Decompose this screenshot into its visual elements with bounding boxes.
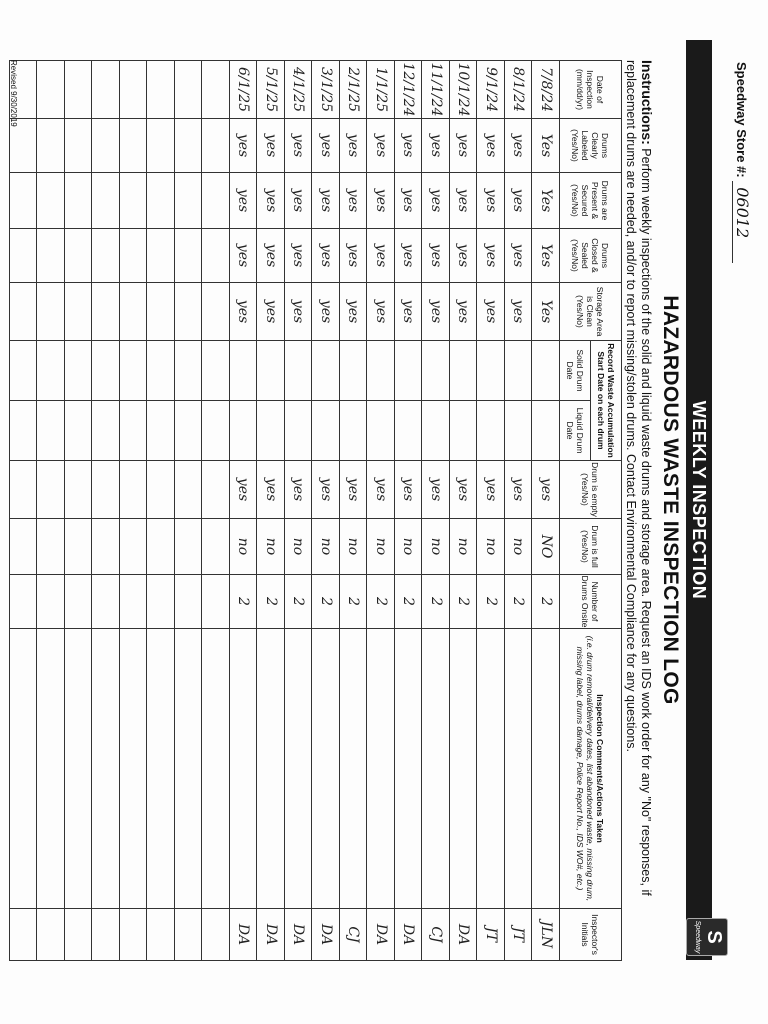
cell-sealed — [10, 229, 38, 283]
cell-clean: yes — [312, 283, 340, 341]
cell-liquid-date — [257, 401, 285, 461]
cell-liquid-date — [65, 401, 93, 461]
cell-sealed: yes — [285, 229, 313, 283]
col-sealed: Drums Closed & Sealed (Yes/No) — [560, 229, 622, 283]
cell-labeled — [65, 119, 93, 173]
cell-sealed: yes — [312, 229, 340, 283]
table-row — [92, 61, 120, 961]
cell-comments — [532, 629, 560, 909]
cell-solid-date — [92, 341, 120, 401]
table-row — [312, 61, 340, 961]
cell-solid-date — [202, 341, 230, 401]
cell-comments — [505, 629, 533, 909]
cell-secured: yes — [340, 173, 368, 229]
cell-date: 11/1/24 — [422, 61, 450, 119]
cell-liquid-date — [37, 401, 65, 461]
cell-clean: yes — [450, 283, 478, 341]
cell-liquid-date — [340, 401, 368, 461]
cell-comments — [10, 629, 38, 909]
table-row — [147, 61, 175, 961]
table-row — [505, 61, 533, 961]
table-row — [65, 61, 93, 961]
cell-count — [92, 575, 120, 629]
instructions — [623, 60, 654, 940]
cell-initials — [175, 909, 203, 961]
cell-empty: yes — [505, 461, 533, 519]
col-labeled: Drums Clearly Labeled (Yes/No) — [560, 119, 622, 173]
cell-count — [175, 575, 203, 629]
table-row — [450, 61, 478, 961]
cell-secured — [10, 173, 38, 229]
cell-initials — [120, 909, 148, 961]
cell-liquid-date — [505, 401, 533, 461]
cell-empty — [120, 461, 148, 519]
cell-secured: yes — [285, 173, 313, 229]
cell-solid-date — [175, 341, 203, 401]
cell-date: 5/1/25 — [257, 61, 285, 119]
cell-count: 2 — [422, 575, 450, 629]
cell-count: 2 — [312, 575, 340, 629]
cell-full: no — [450, 519, 478, 575]
cell-clean — [120, 283, 148, 341]
col-date: Date of Inspection (mm/dd/yr) — [560, 61, 622, 119]
cell-labeled: yes — [257, 119, 285, 173]
cell-clean: yes — [285, 283, 313, 341]
cell-date — [37, 61, 65, 119]
cell-comments — [285, 629, 313, 909]
cell-liquid-date — [477, 401, 505, 461]
cell-secured — [175, 173, 203, 229]
cell-clean: yes — [340, 283, 368, 341]
cell-initials: DA — [367, 909, 395, 961]
logo-mark: S — [703, 930, 725, 944]
logo-text: Speedway — [694, 920, 701, 954]
cell-labeled — [37, 119, 65, 173]
cell-sealed — [147, 229, 175, 283]
cell-full — [175, 519, 203, 575]
cell-comments — [450, 629, 478, 909]
cell-comments — [202, 629, 230, 909]
cell-liquid-date — [92, 401, 120, 461]
cell-clean: yes — [395, 283, 423, 341]
cell-empty — [92, 461, 120, 519]
cell-count — [120, 575, 148, 629]
cell-labeled — [175, 119, 203, 173]
cell-labeled — [202, 119, 230, 173]
cell-initials — [10, 909, 38, 961]
cell-clean — [147, 283, 175, 341]
cell-count — [65, 575, 93, 629]
cell-empty: yes — [450, 461, 478, 519]
cell-date: 2/1/25 — [340, 61, 368, 119]
cell-sealed: Yes — [532, 229, 560, 283]
table-row — [285, 61, 313, 961]
cell-initials: JLN — [532, 909, 560, 961]
cell-labeled: yes — [340, 119, 368, 173]
cell-sealed — [120, 229, 148, 283]
col-clean: Storage Area is Clean (Yes/No) — [560, 283, 622, 341]
cell-secured — [120, 173, 148, 229]
cell-empty — [10, 461, 38, 519]
cell-comments — [257, 629, 285, 909]
cell-count — [147, 575, 175, 629]
cell-secured: yes — [477, 173, 505, 229]
cell-date: 6/1/25 — [230, 61, 258, 119]
cell-count: 2 — [450, 575, 478, 629]
cell-initials: DA — [257, 909, 285, 961]
cell-clean: yes — [477, 283, 505, 341]
cell-comments — [65, 629, 93, 909]
cell-count — [37, 575, 65, 629]
cell-comments — [120, 629, 148, 909]
cell-secured — [92, 173, 120, 229]
cell-date: 8/1/24 — [505, 61, 533, 119]
cell-clean: yes — [422, 283, 450, 341]
cell-clean: Yes — [532, 283, 560, 341]
cell-empty: yes — [422, 461, 450, 519]
cell-initials — [92, 909, 120, 961]
cell-secured: yes — [505, 173, 533, 229]
cell-solid-date — [367, 341, 395, 401]
cell-solid-date — [37, 341, 65, 401]
col-solid-date: Solid Drum Date — [560, 341, 591, 401]
cell-empty: yes — [312, 461, 340, 519]
cell-secured: yes — [450, 173, 478, 229]
table-row — [37, 61, 65, 961]
cell-empty: yes — [395, 461, 423, 519]
cell-labeled: yes — [312, 119, 340, 173]
instructions-text: Perform weekly inspections of the solid and liquid waste drums and storage area. Request an IDS work order for any "No" responses, if replacement drums are needed, and/or to report missing/stolen drums. Contact Environmental Compliance for any questions. — [624, 60, 653, 896]
cell-liquid-date — [422, 401, 450, 461]
cell-labeled: yes — [367, 119, 395, 173]
revised-note: Revised 9/30/2019 — [9, 60, 18, 127]
cell-date: 10/1/24 — [450, 61, 478, 119]
col-accumulation: Record Waste Accumulation Start Date on each drum — [591, 341, 622, 461]
cell-comments — [147, 629, 175, 909]
cell-count: 2 — [367, 575, 395, 629]
cell-sealed — [37, 229, 65, 283]
table-row — [395, 61, 423, 961]
cell-sealed: yes — [257, 229, 285, 283]
cell-full: no — [312, 519, 340, 575]
cell-count: 2 — [505, 575, 533, 629]
cell-empty — [37, 461, 65, 519]
cell-count: 2 — [395, 575, 423, 629]
table-row — [120, 61, 148, 961]
cell-solid-date — [532, 341, 560, 401]
cell-full — [120, 519, 148, 575]
speedway-logo-icon — [686, 918, 728, 956]
table-row — [175, 61, 203, 961]
cell-clean: yes — [367, 283, 395, 341]
page-title: HAZARDOUS WASTE INSPECTION LOG — [659, 295, 682, 705]
cell-count — [202, 575, 230, 629]
cell-full: no — [285, 519, 313, 575]
cell-count — [10, 575, 38, 629]
cell-liquid-date — [230, 401, 258, 461]
cell-solid-date — [395, 341, 423, 401]
cell-solid-date — [422, 341, 450, 401]
col-comments — [560, 629, 622, 909]
cell-secured: yes — [367, 173, 395, 229]
comments-note: (i.e. drum removal/delivery dates, list abandoned waste, missing drum, missing label, drums damage, Police Report No., IDS WO#, etc.) — [575, 635, 596, 902]
cell-full — [65, 519, 93, 575]
cell-initials — [37, 909, 65, 961]
col-secured: Drums are Present & Secured (Yes/No) — [560, 173, 622, 229]
cell-clean: yes — [505, 283, 533, 341]
cell-labeled — [92, 119, 120, 173]
cell-full: no — [505, 519, 533, 575]
cell-solid-date — [147, 341, 175, 401]
cell-sealed — [92, 229, 120, 283]
comments-title: Inspection Comments/Actions Taken — [595, 694, 606, 843]
cell-initials: DA — [395, 909, 423, 961]
cell-initials: DA — [312, 909, 340, 961]
cell-full: NO — [532, 519, 560, 575]
cell-empty: yes — [367, 461, 395, 519]
cell-liquid-date — [367, 401, 395, 461]
cell-labeled: yes — [422, 119, 450, 173]
cell-secured: Yes — [532, 173, 560, 229]
cell-sealed: yes — [230, 229, 258, 283]
cell-empty: yes — [477, 461, 505, 519]
cell-sealed: yes — [395, 229, 423, 283]
table-row — [477, 61, 505, 961]
cell-solid-date — [10, 341, 38, 401]
banner-title: WEEKLY INSPECTION — [689, 400, 709, 600]
cell-count: 2 — [477, 575, 505, 629]
cell-sealed: yes — [422, 229, 450, 283]
cell-date — [175, 61, 203, 119]
cell-date: 12/1/24 — [395, 61, 423, 119]
cell-full — [10, 519, 38, 575]
cell-empty — [202, 461, 230, 519]
cell-solid-date — [450, 341, 478, 401]
cell-liquid-date — [175, 401, 203, 461]
col-full: Drum is full (Yes/No) — [560, 519, 622, 575]
cell-liquid-date — [120, 401, 148, 461]
cell-clean — [175, 283, 203, 341]
table-row — [257, 61, 285, 961]
cell-clean — [202, 283, 230, 341]
cell-full: no — [257, 519, 285, 575]
cell-empty — [65, 461, 93, 519]
cell-full: no — [477, 519, 505, 575]
cell-empty — [175, 461, 203, 519]
cell-comments — [175, 629, 203, 909]
cell-clean — [65, 283, 93, 341]
cell-labeled: yes — [230, 119, 258, 173]
cell-date: 1/1/25 — [367, 61, 395, 119]
cell-empty: yes — [257, 461, 285, 519]
cell-initials: JT — [477, 909, 505, 961]
inspection-log-table — [9, 60, 622, 961]
cell-full: no — [395, 519, 423, 575]
cell-full — [92, 519, 120, 575]
cell-full — [37, 519, 65, 575]
col-empty: Drum is empty (Yes/No) — [560, 461, 622, 519]
cell-labeled: yes — [477, 119, 505, 173]
cell-full — [202, 519, 230, 575]
cell-liquid-date — [532, 401, 560, 461]
log-rows — [10, 61, 560, 961]
cell-initials: DA — [450, 909, 478, 961]
cell-date: 3/1/25 — [312, 61, 340, 119]
weekly-inspection-banner — [686, 40, 712, 960]
cell-initials: CJ — [340, 909, 368, 961]
cell-solid-date — [285, 341, 313, 401]
cell-empty — [147, 461, 175, 519]
cell-comments — [37, 629, 65, 909]
cell-comments — [92, 629, 120, 909]
cell-count: 2 — [285, 575, 313, 629]
cell-solid-date — [120, 341, 148, 401]
col-initials: Inspector's Initials — [560, 909, 622, 961]
cell-clean: yes — [230, 283, 258, 341]
cell-liquid-date — [10, 401, 38, 461]
cell-date — [202, 61, 230, 119]
cell-comments — [367, 629, 395, 909]
cell-empty: yes — [230, 461, 258, 519]
cell-solid-date — [257, 341, 285, 401]
cell-initials — [147, 909, 175, 961]
cell-sealed: yes — [505, 229, 533, 283]
table-row — [10, 61, 38, 961]
cell-liquid-date — [312, 401, 340, 461]
cell-labeled — [147, 119, 175, 173]
cell-clean — [10, 283, 38, 341]
cell-full: no — [367, 519, 395, 575]
cell-solid-date — [312, 341, 340, 401]
cell-date — [147, 61, 175, 119]
cell-initials: JT — [505, 909, 533, 961]
cell-date — [65, 61, 93, 119]
cell-initials: DA — [230, 909, 258, 961]
table-row — [422, 61, 450, 961]
cell-sealed — [175, 229, 203, 283]
cell-solid-date — [505, 341, 533, 401]
cell-count: 2 — [230, 575, 258, 629]
cell-liquid-date — [395, 401, 423, 461]
cell-initials: CJ — [422, 909, 450, 961]
cell-count: 2 — [532, 575, 560, 629]
cell-full: no — [422, 519, 450, 575]
cell-initials — [65, 909, 93, 961]
cell-date — [120, 61, 148, 119]
cell-sealed — [202, 229, 230, 283]
cell-sealed: yes — [367, 229, 395, 283]
cell-secured: yes — [257, 173, 285, 229]
cell-date: 7/8/24 — [532, 61, 560, 119]
cell-solid-date — [340, 341, 368, 401]
store-label: Speedway Store #: — [734, 62, 749, 178]
cell-date: 9/1/24 — [477, 61, 505, 119]
cell-date: 4/1/25 — [285, 61, 313, 119]
cell-empty: yes — [340, 461, 368, 519]
cell-secured — [37, 173, 65, 229]
instructions-label: Instructions: — [639, 60, 655, 145]
cell-secured: yes — [230, 173, 258, 229]
cell-full: no — [340, 519, 368, 575]
cell-comments — [340, 629, 368, 909]
cell-empty: yes — [285, 461, 313, 519]
cell-clean — [92, 283, 120, 341]
cell-labeled: Yes — [532, 119, 560, 173]
cell-comments — [312, 629, 340, 909]
cell-sealed: yes — [450, 229, 478, 283]
cell-date — [92, 61, 120, 119]
table-row — [532, 61, 560, 961]
cell-comments — [422, 629, 450, 909]
cell-comments — [395, 629, 423, 909]
cell-liquid-date — [285, 401, 313, 461]
cell-secured — [65, 173, 93, 229]
cell-labeled: yes — [285, 119, 313, 173]
cell-liquid-date — [450, 401, 478, 461]
cell-full: no — [230, 519, 258, 575]
table-row — [230, 61, 258, 961]
cell-count: 2 — [340, 575, 368, 629]
cell-labeled — [120, 119, 148, 173]
cell-solid-date — [477, 341, 505, 401]
cell-full — [147, 519, 175, 575]
cell-labeled: yes — [395, 119, 423, 173]
col-liquid-date: Liquid Drum Date — [560, 401, 591, 461]
cell-secured — [202, 173, 230, 229]
cell-comments — [230, 629, 258, 909]
cell-secured: yes — [312, 173, 340, 229]
cell-labeled: yes — [505, 119, 533, 173]
table-row — [202, 61, 230, 961]
cell-count: 2 — [257, 575, 285, 629]
cell-secured — [147, 173, 175, 229]
cell-liquid-date — [202, 401, 230, 461]
cell-liquid-date — [147, 401, 175, 461]
cell-comments — [477, 629, 505, 909]
cell-secured: yes — [422, 173, 450, 229]
table-row — [367, 61, 395, 961]
cell-initials — [202, 909, 230, 961]
cell-solid-date — [230, 341, 258, 401]
cell-empty: yes — [532, 461, 560, 519]
cell-clean — [37, 283, 65, 341]
cell-secured: yes — [395, 173, 423, 229]
cell-sealed — [65, 229, 93, 283]
store-number-value: 06012 — [732, 181, 752, 263]
store-number-field — [732, 62, 752, 263]
cell-sealed: yes — [340, 229, 368, 283]
col-count: Number of Drums Onsite — [560, 575, 622, 629]
table-row — [340, 61, 368, 961]
cell-labeled: yes — [450, 119, 478, 173]
cell-solid-date — [65, 341, 93, 401]
cell-clean: yes — [257, 283, 285, 341]
cell-initials: DA — [285, 909, 313, 961]
cell-sealed: yes — [477, 229, 505, 283]
